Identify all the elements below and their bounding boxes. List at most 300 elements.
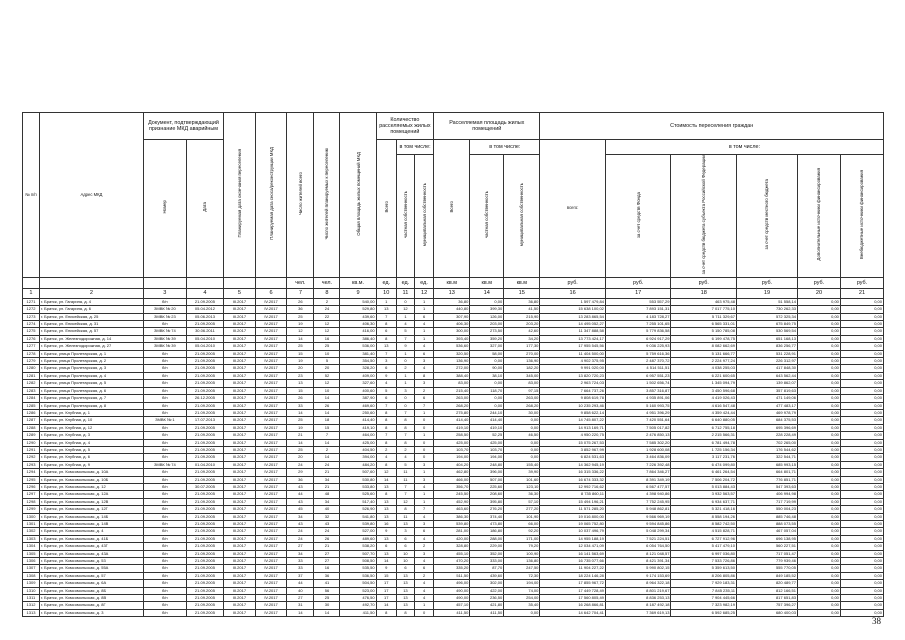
- table-cell: III.2017: [224, 402, 256, 409]
- table-cell: 7: [376, 313, 396, 320]
- table-cell: ЗМВК № 74: [143, 328, 186, 335]
- table-cell: 171,00: [504, 535, 540, 542]
- table-cell: 393,40: [434, 335, 470, 342]
- table-cell: 8: [376, 424, 396, 431]
- header-total-area: Общая площадь жилых помещений МКД: [340, 113, 376, 278]
- table-cell: 6: [376, 328, 396, 335]
- table-cell: 16 735 077,66: [540, 558, 606, 565]
- table-cell: б/н: [143, 558, 186, 565]
- table-cell: 1: [396, 372, 414, 379]
- table-cell: 0,00: [840, 513, 883, 520]
- table-cell: III.2017: [224, 417, 256, 424]
- table-cell: б/н: [143, 409, 186, 416]
- table-cell: 406,30: [340, 321, 376, 328]
- table-cell: IV.2017: [255, 298, 287, 305]
- table-cell: 455,10: [434, 550, 470, 557]
- table-cell: 1284: [23, 395, 40, 402]
- table-cell: III.2017: [224, 395, 256, 402]
- table-cell: 7: [414, 402, 433, 409]
- table-cell: б/н: [143, 321, 186, 328]
- table-cell: IV.2017: [255, 609, 287, 616]
- table-cell: 328,20: [340, 365, 376, 372]
- table-cell: 1288: [23, 424, 40, 431]
- table-cell: 33: [287, 402, 314, 409]
- table-row: [23, 446, 884, 453]
- address-cell: г. Братск, ул. Комсомольская, д. 55А: [39, 565, 143, 572]
- table-cell: 0: [396, 395, 414, 402]
- table-cell: 57,10: [504, 498, 540, 505]
- table-cell: 4: [414, 365, 433, 372]
- table-cell: 530 569,54: [736, 328, 797, 335]
- table-cell: 3 117 231,76: [671, 454, 737, 461]
- table-cell: 8: [396, 417, 414, 424]
- table-cell: 14 955 188,19: [540, 535, 606, 542]
- table-cell: 320,50: [434, 350, 470, 357]
- table-cell: 25: [287, 446, 314, 453]
- table-cell: III.2017: [224, 595, 256, 602]
- table-cell: 0,00: [840, 521, 883, 528]
- table-cell: 1286: [23, 409, 40, 416]
- table-row: [23, 298, 884, 305]
- table-cell: 538,20: [340, 543, 376, 550]
- table-cell: 245,50: [434, 491, 470, 498]
- table-cell: III.2017: [224, 580, 256, 587]
- table-cell: 281,00: [434, 528, 470, 535]
- table-cell: 4 398 940,86: [605, 491, 671, 498]
- table-cell: 0,00: [797, 358, 840, 365]
- table-cell: 462,80: [434, 469, 470, 476]
- table-cell: 4: [414, 535, 433, 542]
- table-cell: 0,00: [797, 461, 840, 468]
- table-cell: 8: [376, 609, 396, 616]
- table-cell: III.2017: [224, 483, 256, 490]
- table-cell: IV.2017: [255, 328, 287, 335]
- unit-cell: кв.м: [434, 277, 470, 288]
- table-cell: 419,10: [434, 424, 470, 431]
- table-cell: III.2017: [224, 498, 256, 505]
- table-cell: 457,10: [434, 602, 470, 609]
- table-row: [23, 454, 884, 461]
- table-cell: 24: [287, 461, 314, 468]
- table-cell: 0: [414, 424, 433, 431]
- table-cell: 7: [414, 506, 433, 513]
- table-cell: 0,00: [797, 328, 840, 335]
- table-cell: 3: [414, 476, 433, 483]
- table-cell: 21.09.2005: [186, 350, 223, 357]
- table-cell: 0,00: [797, 498, 840, 505]
- table-cell: III.2017: [224, 298, 256, 305]
- column-number: 2: [39, 288, 143, 298]
- table-cell: 643 562,44: [736, 372, 797, 379]
- header-doc-number: Номер: [143, 140, 186, 278]
- table-cell: 0,00: [840, 595, 883, 602]
- table-cell: III.2017: [224, 469, 256, 476]
- table-cell: 56: [314, 587, 340, 594]
- table-cell: 208,60: [470, 491, 504, 498]
- table-cell: IV.2017: [255, 321, 287, 328]
- table-cell: 0,00: [797, 521, 840, 528]
- table-cell: 0,00: [797, 565, 840, 572]
- table-cell: IV.2017: [255, 402, 287, 409]
- table-cell: IV.2017: [255, 417, 287, 424]
- table-cell: 37: [287, 572, 314, 579]
- table-cell: 13 820 720,23: [540, 372, 606, 379]
- table-cell: 1300: [23, 513, 40, 520]
- table-cell: 490,00: [434, 595, 470, 602]
- table-cell: 1273: [23, 313, 40, 320]
- table-cell: 0,00: [797, 491, 840, 498]
- table-cell: 14 745 807,22: [540, 417, 606, 424]
- table-cell: 5: [396, 461, 414, 468]
- address-cell: г. Братск, ул. Енисейская, д. 57: [39, 328, 143, 335]
- table-cell: 0,00: [470, 402, 504, 409]
- table-cell: 34: [287, 513, 314, 520]
- address-cell: г. Братск, ул. Комсомольская, д. 10А: [39, 469, 143, 476]
- table-cell: 103,70: [434, 446, 470, 453]
- table-cell: 885 746,48: [736, 513, 797, 520]
- table-cell: 8: [414, 372, 433, 379]
- table-cell: 4: [414, 580, 433, 587]
- table-cell: б/н: [143, 521, 186, 528]
- table-cell: 9 174 153,69: [605, 572, 671, 579]
- table-cell: 92,20: [504, 528, 540, 535]
- table-cell: 21.09.2005: [186, 565, 223, 572]
- table-cell: 1298: [23, 498, 40, 505]
- table-cell: 13: [376, 306, 396, 313]
- table-cell: 702 265,00: [736, 439, 797, 446]
- table-cell: 4: [414, 483, 433, 490]
- address-cell: г. Братск, ул. Железнодорожная, д. 14: [39, 335, 143, 342]
- table-cell: 24: [314, 461, 340, 468]
- table-cell: 21.09.2005: [186, 432, 223, 439]
- table-cell: 2: [314, 446, 340, 453]
- table-cell: 0,00: [797, 602, 840, 609]
- table-cell: 2 476 850,13: [605, 432, 671, 439]
- table-row: [23, 321, 884, 328]
- table-cell: 0,00: [840, 609, 883, 616]
- table-cell: 406 994,98: [736, 491, 797, 498]
- table-cell: 126,00: [470, 313, 504, 320]
- table-cell: 11 347 888,58: [540, 328, 606, 335]
- table-cell: 4 038 255,03: [671, 365, 737, 372]
- unit-cell: руб.: [540, 277, 606, 288]
- unit-cell: чел.: [287, 277, 314, 288]
- table-cell: III.2017: [224, 572, 256, 579]
- table-cell: III.2017: [224, 476, 256, 483]
- table-cell: 335,20: [434, 565, 470, 572]
- table-cell: 34,20: [504, 335, 540, 342]
- table-cell: III.2017: [224, 328, 256, 335]
- table-cell: 730 262,33: [736, 306, 797, 313]
- table-cell: 7 893 151,31: [605, 306, 671, 313]
- table-row: [23, 461, 884, 468]
- table-cell: 13: [396, 521, 414, 528]
- table-cell: 11: [396, 476, 414, 483]
- table-row: [23, 402, 884, 409]
- address-cell: г. Братск, ул. Енисейская, д. 25: [39, 313, 143, 320]
- table-cell: 4: [414, 595, 433, 602]
- table-cell: 17 855 967,72: [540, 580, 606, 587]
- table-cell: 1271: [23, 298, 40, 305]
- table-cell: 14: [314, 609, 340, 616]
- table-cell: 7: [314, 432, 340, 439]
- table-cell: IV.2017: [255, 350, 287, 357]
- table-cell: 6 957 551,23: [605, 372, 671, 379]
- table-cell: б/н: [143, 380, 186, 387]
- table-cell: 0: [396, 358, 414, 365]
- table-cell: 2: [414, 387, 433, 394]
- table-cell: 425,00: [434, 439, 470, 446]
- table-cell: 5 131 666,77: [671, 350, 737, 357]
- table-cell: 1: [414, 602, 433, 609]
- table-cell: 374,40: [470, 513, 504, 520]
- table-cell: 87,70: [470, 565, 504, 572]
- table-cell: III.2017: [224, 343, 256, 350]
- table-cell: 30.06.2011: [186, 328, 223, 335]
- table-cell: III.2017: [224, 454, 256, 461]
- table-cell: 0,00: [840, 380, 883, 387]
- table-row: [23, 365, 884, 372]
- table-cell: 411,50: [434, 609, 470, 616]
- table-cell: 14: [314, 454, 340, 461]
- table-cell: 411,50: [340, 609, 376, 616]
- table-cell: 0: [414, 439, 433, 446]
- table-cell: III.2017: [224, 424, 256, 431]
- address-cell: г. Братск, ул. Комсомольская, д. 8Б: [39, 587, 143, 594]
- unit-cell: чел.: [314, 277, 340, 288]
- table-cell: 0,00: [797, 402, 840, 409]
- resettlement-table: [22, 112, 884, 617]
- column-number-row: [23, 288, 884, 298]
- table-cell: 5: [396, 328, 414, 335]
- table-cell: 22: [314, 313, 340, 320]
- table-cell: 21.09.2005: [186, 446, 223, 453]
- table-cell: 11 404 500,00: [540, 350, 606, 357]
- table-cell: 0,00: [840, 602, 883, 609]
- unit-cell: кв.м.: [340, 277, 376, 288]
- column-number: 18: [671, 288, 737, 298]
- address-cell: г. Братск, улица Пролетарская, д. 8: [39, 402, 143, 409]
- table-cell: 6 997 036,80: [671, 550, 737, 557]
- table-cell: 0,00: [797, 298, 840, 305]
- table-cell: 0,00: [840, 432, 883, 439]
- table-cell: 553 557,29: [605, 298, 671, 305]
- table-cell: 21.09.2005: [186, 321, 223, 328]
- header-area-private: частная собственность: [470, 155, 504, 278]
- table-cell: 74,00: [504, 587, 540, 594]
- table-cell: 757 396,27: [736, 602, 797, 609]
- table-cell: 30.07.2005: [186, 483, 223, 490]
- table-cell: 16 674 333,32: [540, 476, 606, 483]
- table-cell: б/н: [143, 402, 186, 409]
- table-cell: 25: [287, 313, 314, 320]
- table-cell: 20: [314, 365, 340, 372]
- table-cell: 530,80: [340, 476, 376, 483]
- table-row: [23, 543, 884, 550]
- table-cell: 12: [396, 498, 414, 505]
- table-cell: 849 185,52: [736, 572, 797, 579]
- table-cell: 8: [396, 609, 414, 616]
- table-cell: 41,50: [504, 306, 540, 313]
- table-cell: 7: [396, 409, 414, 416]
- table-cell: 4 616 547,48: [671, 402, 737, 409]
- table-cell: 439,60: [340, 313, 376, 320]
- header-area-group: Расселяемая площадь жилых помещений: [434, 113, 540, 140]
- table-cell: 5 779 836,58: [605, 328, 671, 335]
- table-cell: 0,00: [840, 395, 883, 402]
- column-number: 20: [797, 288, 840, 298]
- table-cell: б/н: [143, 350, 186, 357]
- table-cell: 43: [287, 498, 314, 505]
- header-cost-region: за счет средств бюджета субъекта Российской Федерации: [671, 155, 737, 278]
- table-cell: 5 417 479,10: [671, 543, 737, 550]
- table-cell: 10: [314, 350, 340, 357]
- header-area-municipal: муниципальная собственность: [504, 155, 540, 278]
- table-cell: 277,20: [504, 506, 540, 513]
- table-cell: 21.09.2005: [186, 609, 223, 616]
- table-cell: 1294: [23, 469, 40, 476]
- table-cell: 3: [414, 550, 433, 557]
- table-cell: б/н: [143, 602, 186, 609]
- table-cell: 0,00: [840, 328, 883, 335]
- table-cell: 539,80: [434, 521, 470, 528]
- table-cell: 536,60: [434, 343, 470, 350]
- table-cell: 21.09.2005: [186, 491, 223, 498]
- table-cell: 43: [287, 483, 314, 490]
- table-cell: III.2017: [224, 446, 256, 453]
- table-cell: 5 048 299,34: [605, 528, 671, 535]
- table-cell: IV.2017: [255, 580, 287, 587]
- table-cell: 19: [287, 321, 314, 328]
- table-cell: III.2017: [224, 565, 256, 572]
- table-cell: III.2017: [224, 306, 256, 313]
- table-cell: 139 862,07: [736, 380, 797, 387]
- table-cell: б/н: [143, 572, 186, 579]
- table-cell: 2 487 370,72: [605, 358, 671, 365]
- table-cell: 194,00: [434, 454, 470, 461]
- table-cell: 8: [396, 424, 414, 431]
- table-cell: 416,00: [340, 328, 376, 335]
- table-cell: 1306: [23, 558, 40, 565]
- table-cell: 17: [376, 595, 396, 602]
- table-body: [23, 298, 884, 616]
- table-cell: 6: [396, 543, 414, 550]
- table-cell: 533,80: [340, 483, 376, 490]
- table-cell: 43: [287, 521, 314, 528]
- page-number: 38: [872, 616, 881, 626]
- table-cell: 25: [314, 343, 340, 350]
- table-cell: 72,30: [504, 572, 540, 579]
- table-cell: 0,00: [470, 298, 504, 305]
- table-cell: 1 502 656,74: [605, 380, 671, 387]
- table-cell: 0,00: [840, 424, 883, 431]
- table-cell: 21.09.2005: [186, 469, 223, 476]
- table-row: [23, 558, 884, 565]
- table-cell: б/н: [143, 535, 186, 542]
- table-cell: 24: [314, 528, 340, 535]
- table-cell: 19 016 800,00: [540, 513, 606, 520]
- address-cell: г. Братск, улица Пролетарская, д. 3: [39, 365, 143, 372]
- table-cell: 8: [376, 409, 396, 416]
- table-cell: 471 149,06: [736, 395, 797, 402]
- address-cell: г. Братск, ул. Комсомольская, д. 8Г: [39, 602, 143, 609]
- table-cell: 21.09.2005: [186, 498, 223, 505]
- table-cell: 45: [287, 506, 314, 513]
- table-cell: 203,20: [504, 321, 540, 328]
- table-cell: 0,00: [840, 535, 883, 542]
- table-cell: 21.09.2005: [186, 521, 223, 528]
- table-cell: 6: [376, 543, 396, 550]
- table-row: [23, 432, 884, 439]
- table-cell: IV.2017: [255, 498, 287, 505]
- table-cell: 14: [287, 335, 314, 342]
- table-cell: 1301: [23, 521, 40, 528]
- table-cell: 489,60: [340, 535, 376, 542]
- table-cell: 0,00: [840, 306, 883, 313]
- table-cell: 0,00: [504, 446, 540, 453]
- header-count-private: частная собственность: [396, 155, 414, 278]
- table-cell: 9 036 225,93: [605, 343, 671, 350]
- table-cell: III.2017: [224, 439, 256, 446]
- table-cell: 463 975,48: [671, 298, 737, 305]
- table-cell: 0,00: [840, 476, 883, 483]
- table-cell: 123,10: [504, 483, 540, 490]
- header-area-including: в том числе:: [470, 140, 540, 155]
- table-cell: 6: [414, 313, 433, 320]
- address-cell: г. Братск, улица Пролетарская, д. 4: [39, 372, 143, 379]
- table-cell: 268,20: [504, 402, 540, 409]
- table-cell: 12 992 716,62: [540, 483, 606, 490]
- table-cell: 136,90: [434, 358, 470, 365]
- table-cell: 247,50: [504, 565, 540, 572]
- table-row: [23, 395, 884, 402]
- table-cell: 5: [314, 358, 340, 365]
- table-cell: 1: [414, 409, 433, 416]
- table-cell: 8 836 253,13: [605, 595, 671, 602]
- table-cell: 36,30: [504, 491, 540, 498]
- table-cell: 7 255 101,65: [605, 321, 671, 328]
- table-cell: 263,00: [434, 395, 470, 402]
- table-cell: 11: [396, 513, 414, 520]
- table-cell: 6: [376, 365, 396, 372]
- table-cell: 0,00: [797, 550, 840, 557]
- table-cell: 1277: [23, 343, 40, 350]
- table-cell: 21.09.2005: [186, 595, 223, 602]
- table-cell: 1289: [23, 432, 40, 439]
- table-cell: 05.04.2012: [186, 306, 223, 313]
- table-cell: 414,40: [470, 417, 504, 424]
- header-cost-fund: за счет средств Фонда: [605, 155, 671, 278]
- column-number: 13: [434, 288, 470, 298]
- table-cell: 14: [287, 439, 314, 446]
- table-cell: 3 450 596,68: [671, 387, 737, 394]
- table-cell: 414,40: [340, 417, 376, 424]
- table-cell: 16: [314, 565, 340, 572]
- table-cell: 0,00: [797, 558, 840, 565]
- header-planned-resettle: Планируемая дата окончания переселения: [224, 113, 256, 278]
- table-cell: 18: [314, 417, 340, 424]
- address-cell: г. Братск, ул. Клубная, д. 9: [39, 461, 143, 468]
- table-cell: 6: [414, 565, 433, 572]
- table-cell: 414,40: [434, 417, 470, 424]
- table-row: [23, 572, 884, 579]
- table-cell: 464,00: [340, 432, 376, 439]
- table-cell: 1279: [23, 358, 40, 365]
- table-cell: 440,80: [434, 306, 470, 313]
- table-cell: 0,00: [840, 298, 883, 305]
- table-cell: 357 819,63: [736, 387, 797, 394]
- table-cell: 6 221 600,65: [671, 372, 737, 379]
